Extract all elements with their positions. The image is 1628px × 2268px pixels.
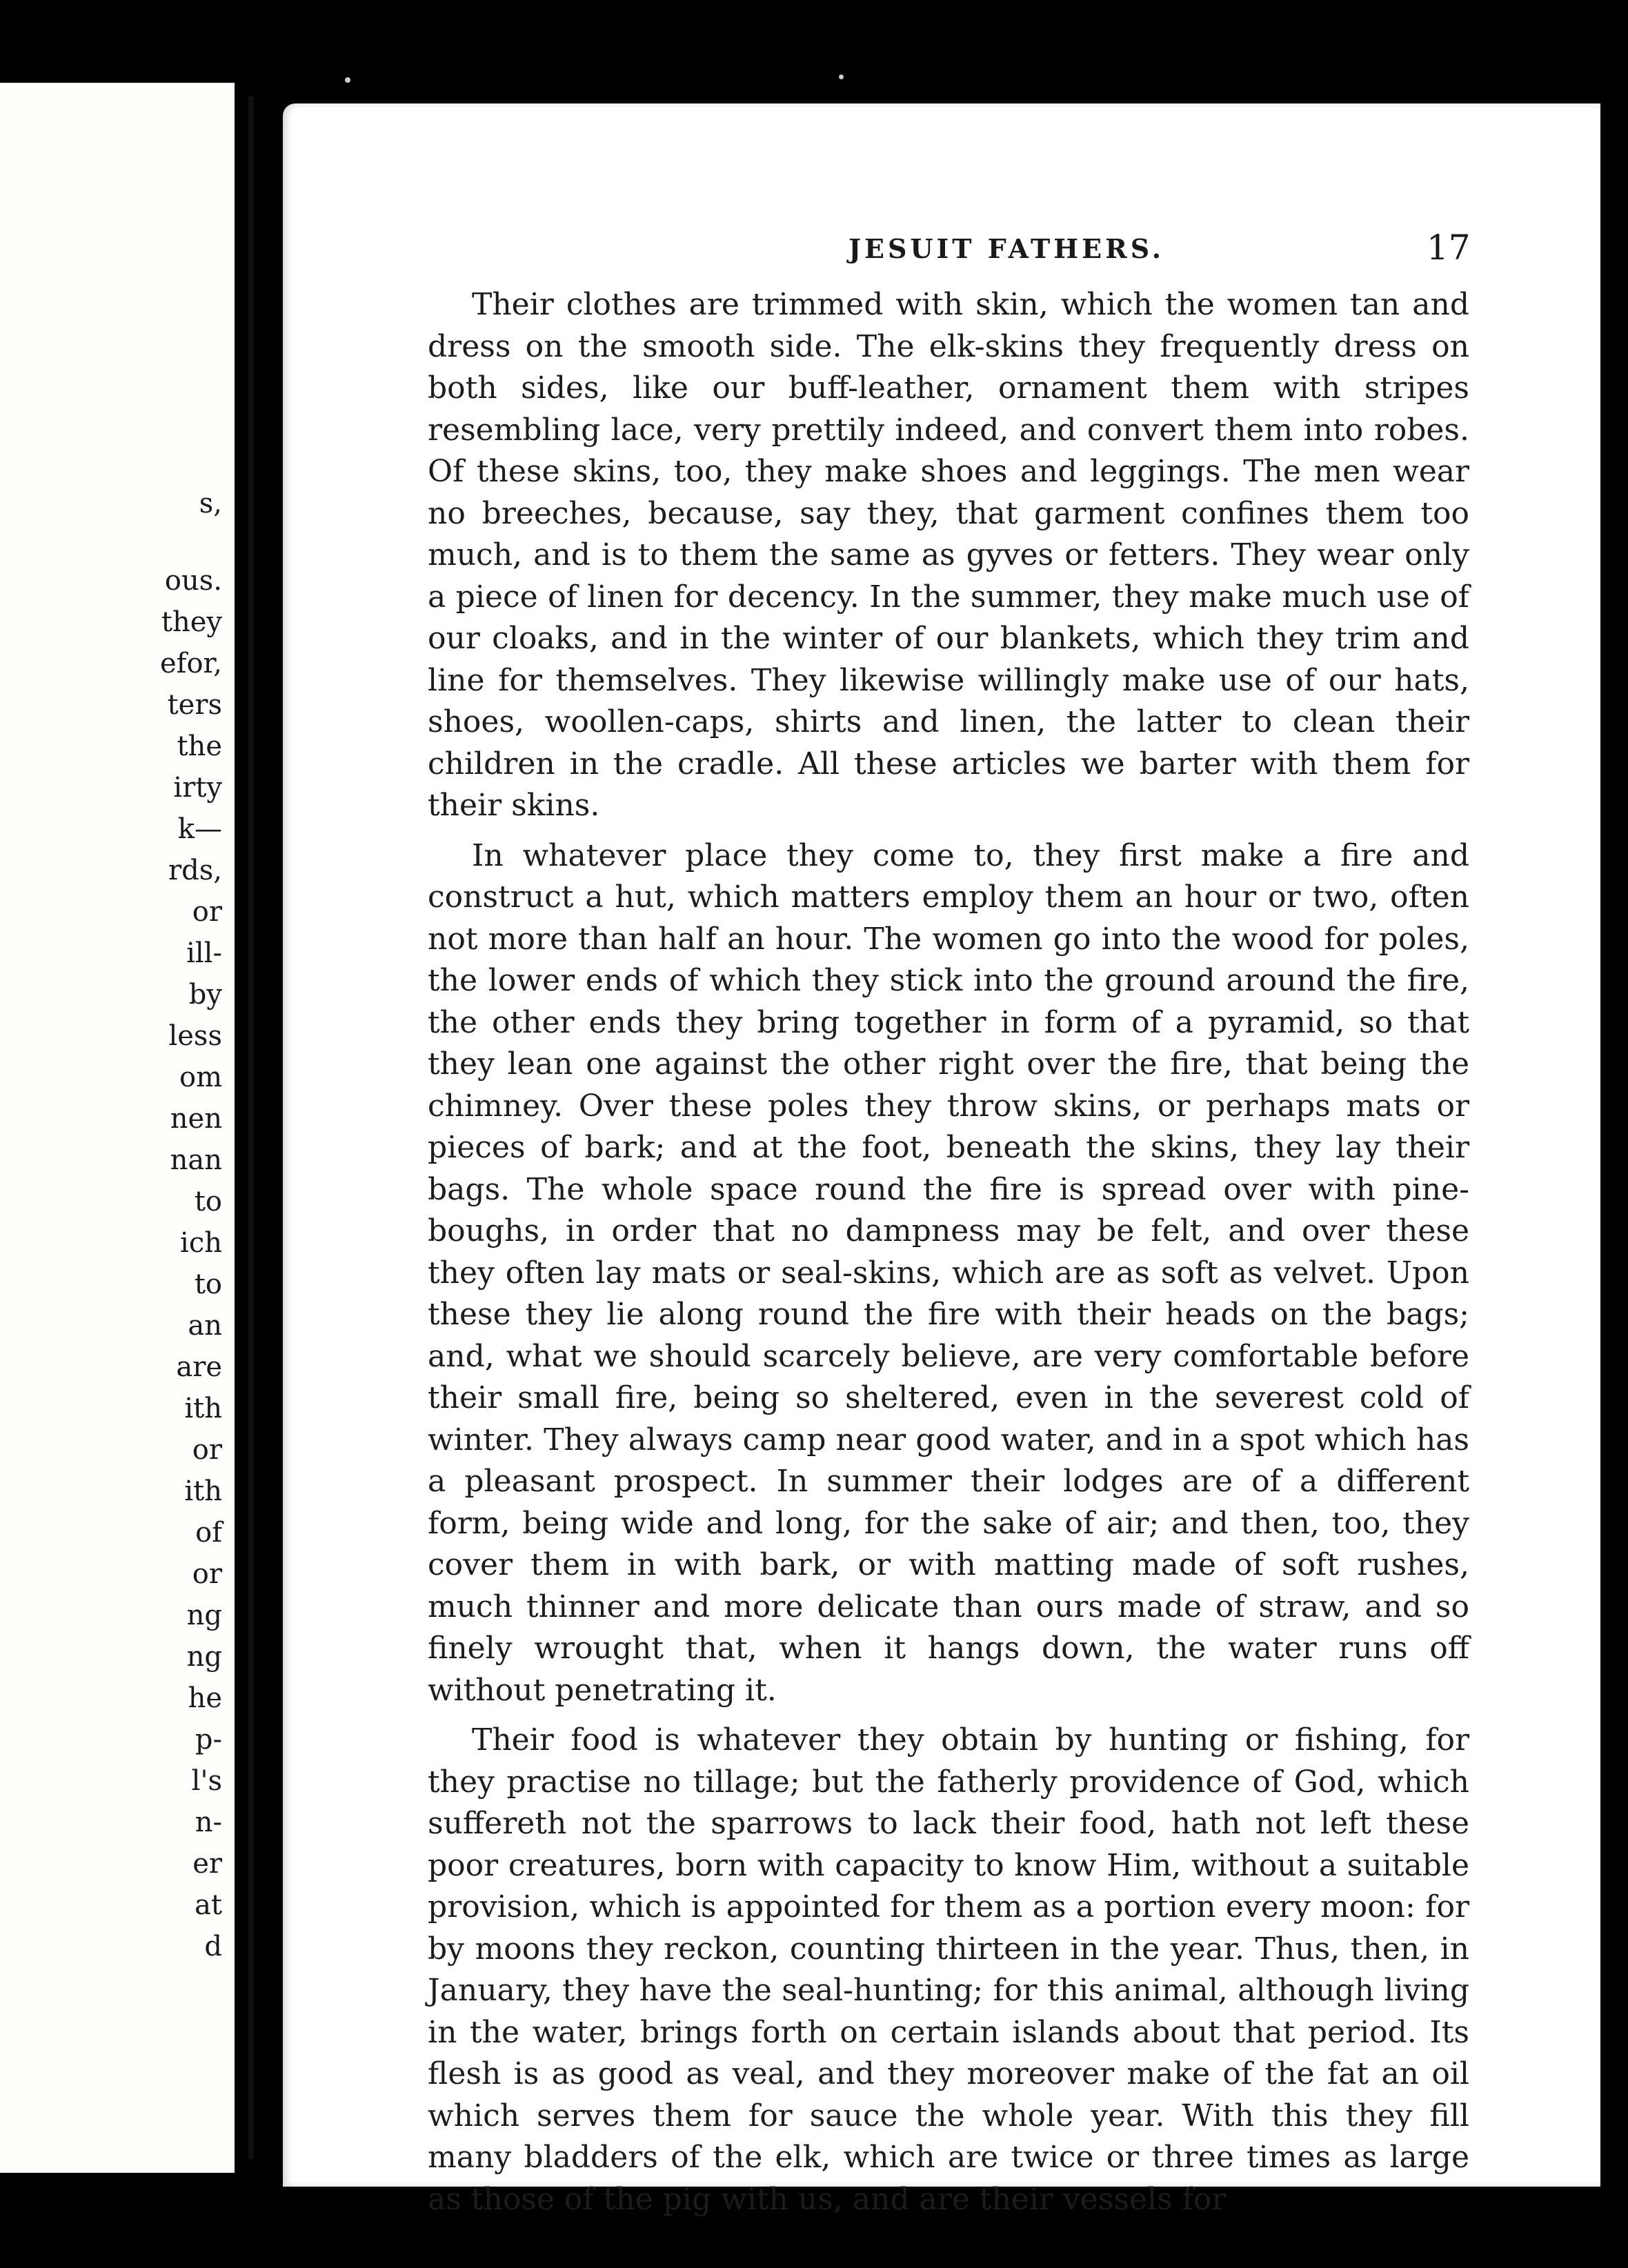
left-page-fragment: ng: [186, 1600, 222, 1631]
left-page-fragment: d: [204, 1931, 222, 1962]
left-page-fragment: nen: [170, 1103, 222, 1135]
left-page-fragment: an: [188, 1310, 222, 1342]
left-page-fragment: by: [188, 979, 222, 1011]
left-page-fragment: they: [161, 606, 222, 638]
left-page-fragment: s,: [199, 488, 222, 519]
left-page-fragment: at: [195, 1889, 222, 1921]
left-page-fragment: irty: [173, 772, 222, 804]
left-page-fragment: n-: [195, 1807, 222, 1838]
left-page-fragment: ith: [184, 1393, 222, 1424]
left-page-fragment: ill-: [186, 937, 222, 969]
binding-edge: [248, 97, 254, 2159]
left-page-fragment: ich: [180, 1227, 222, 1259]
page-number: 17: [1427, 228, 1471, 268]
left-page-fragment: om: [179, 1062, 222, 1093]
left-page-fragment: p-: [195, 1724, 222, 1755]
left-page-fragment: less: [168, 1020, 222, 1052]
left-page-fragment: efor,: [160, 648, 222, 679]
left-page-fragment: he: [188, 1682, 222, 1714]
left-page-fragment: nan: [170, 1144, 222, 1176]
page-body: [428, 284, 1469, 2220]
book-gutter: [235, 83, 277, 2173]
left-page-fragment: er: [192, 1848, 222, 1880]
left-page-fragment: are: [176, 1351, 222, 1383]
paragraph: Their food is whatever they obtain by hunting or fishing, for they practise no tillage; but the fatherly providence of God, which suffereth not the sparrows to lack their food, hath not left these poor creatures, born with capacity to know Him, without a suitable provision, which is appointed for them as a portion every moon: for by moons they reckon, counting thirteen in the year. Thus, then, in January, they have the seal-hunting; for this animal, although living in the water, brings forth on certain islands about that period. Its flesh is as good as veal, and they moreover make of the fat an oil which serves them for sauce the whole year. With this they fill many bladders of the elk, which are twice or three times as large as those of the pig with us, and are their vessels for: [428, 1722, 1469, 2217]
left-page-fragment: or: [192, 896, 222, 928]
facing-page-left-margin: [0, 83, 235, 2173]
left-page-fragment: to: [194, 1269, 222, 1300]
paragraph: Their clothes are trimmed with skin, which the women tan and dress on the smooth side. The elk-skins they frequently dress on both sides, like our buff-leather, ornament them with stripes resembling lace, very prettily indeed, and convert them into robes. Of these skins, too, they make shoes and leggings. The men wear no breeches, because, say they, that garment confines them too much, and is to them the same as gyves or fetters. They wear only a piece of linen for decency. In the summer, they make much use of our cloaks, and in the winter of our blankets, which they trim and line for themselves. They likewise willingly make use of our hats, shoes, woollen-caps, shirts and linen, the latter to clean their children in the cradle. All these articles we barter with them for their skins.: [428, 287, 1469, 823]
left-page-fragment: l's: [191, 1765, 222, 1797]
left-page-fragment: ters: [167, 689, 222, 721]
paragraph: In whatever place they come to, they first make a fire and construct a hut, which matters employ them an hour or two, often not more than half an hour. The women go into the wood for poles, the lower ends of which they stick into the ground around the fire, the other ends they bring together in form of a pyramid, so that they lean one against the other right over the fire, that being the chimney. Over these poles they throw skins, or perhaps mats or pieces of bark; and at the foot, beneath the skins, they lay their bags. The whole space round the fire is spread over with pine-boughs, in order that no dampness may be felt, and over these they often lay mats or seal-skins, which are as soft as velvet. Upon these they lie along round the fire with their heads on the bags; and, what we should scarcely believe, are very comfortable before their small fire, being so sheltered, even in the severest cold of winter. They always camp near good water, and in a spot which has a pleasant prospect. In summer their lodges are of a different form, being wide and long, for the sake of air; and then, too, they cover them in with bark, or with matting made of soft rushes, much thinner and more delicate than ours made of straw, and so finely wrought that, when it hangs down, the water runs off without penetrating it.: [428, 837, 1469, 1708]
left-page-fragment: ous.: [164, 565, 222, 597]
left-page-fragment: or: [192, 1434, 222, 1466]
left-page-fragment: k—: [177, 813, 222, 845]
left-page-fragment: the: [177, 730, 222, 762]
left-page-fragment: ith: [184, 1475, 222, 1507]
scan-speck: [839, 74, 844, 79]
left-page-fragment: of: [195, 1517, 222, 1549]
scan-speck: [345, 77, 350, 83]
running-header: [283, 228, 1600, 275]
book-page: [283, 103, 1600, 2217]
left-page-fragment: rds,: [168, 855, 222, 886]
left-page-fragment: to: [194, 1186, 222, 1217]
left-page-fragment: or: [192, 1558, 222, 1590]
running-title: JESUIT FATHERS.: [848, 233, 1165, 264]
left-page-fragment: ng: [186, 1641, 222, 1673]
